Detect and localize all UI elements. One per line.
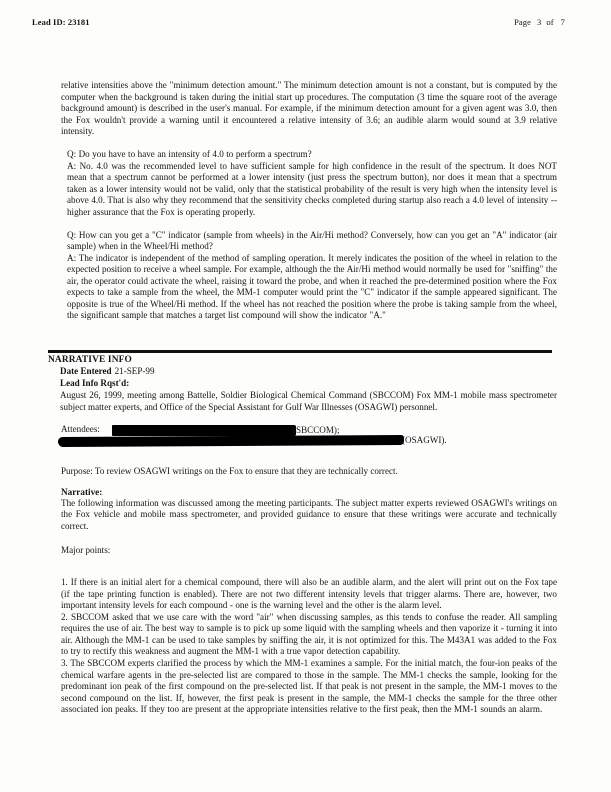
redaction-bar-osagwi (58, 434, 404, 446)
major-point-1: 1. If there is an initial alert for a chemical compound, there will also be an audible alarm, and the alert will print out on the Fox tape (if the tape printing function is enabled). There are not two different intensity levels that trigger alarms. There are, however, two important intensity levels for each compound - one is the warning level and the other is the alarm level. (61, 577, 557, 611)
attendees-label: Attendees: (61, 424, 100, 434)
document-body (61, 80, 557, 322)
narrative-heading: Narrative: (61, 487, 103, 497)
date-entered-label: Date Entered (60, 366, 112, 376)
qa-answer-2: A: The indicator is independent of the method of sampling operation. It merely indicates the position of the wheel in relation to the expected position to receive a wheel sample. For example, although the the Air/Hi method would normally be used for "sniffing" the air, the operator could activate the wheel, raising it toward the probe, and when it reached the pre-determined position where the Fox expects to take a sample from the wheel, the MM-1 computer would print the "C" indicator if the sample appeared significant. The opposite is true of the Wheel/Hi method. If the wheel has not reached the position where the probe is taking sample from the wheel, the significant sample that matches a target list compound will show the indicator "A." (67, 252, 557, 321)
qa-question-2: Q: How can you get a "C" indicator (sample from wheels) in the Air/Hi method? Conversely, how can you get an "A" indicator (air sample) when in the Wheel/Hi method? (67, 229, 557, 252)
attendees-row (61, 424, 561, 458)
narrative-section (61, 487, 557, 716)
page-number-header (514, 17, 565, 27)
narrative-info-title: NARRATIVE INFO (48, 355, 132, 365)
date-entered-value: 21-SEP-99 (114, 366, 155, 376)
page-header (30, 17, 581, 31)
body-paragraph-intensities: relative intensities above the "minimum detection amount." The minimum detection amount is not a constant, but is computed by the computer when the background is taken during the initial start up procedures. The computation (3 time the square root of the average background amount) is described in the user's manual. For example, if the minimum detection amount for a given agent was 3.0, then the Fox wouldn't provide a warning until it encountered a relative intensity of 3.6; an audible alarm would sound at 3.9 relative intensity. (61, 80, 557, 137)
major-points-heading: Major points: (61, 545, 111, 556)
page-total-number: 7 (560, 17, 565, 27)
lead-id-header: Lead ID: 23181 (32, 17, 90, 27)
redaction-bar-sbccom (112, 425, 296, 436)
section-divider-rule (48, 350, 552, 353)
narrative-text: The following information was discussed among the meeting participants. The subject matter experts reviewed OSAGWI's writings on the Fox vehicle and mobile mass spectrometer, and provided guidance to ensure that these writings were accurate and technically correct. (61, 497, 557, 531)
page-current-number: 3 (537, 17, 542, 27)
lead-info-rqstd-text: August 26, 1999, meeting among Battelle, Soldier Biological Chemical Command (SBCCOM) Fox MM-1 mobile mass spectrometer subject matter experts, and Office of the Special Assistant for Gulf War Illnesses (OSAGWI) personnel. (60, 390, 557, 413)
major-point-3: 3. The SBCCOM experts clarified the process by which the MM-1 examines a sample. For the initial match, the four-ion peaks of the chemical warfare agents in the pre-selected list are compared to those in the sample. The MM-1 checks the sample, looking for the predominant ion peak of the first compound on the pre-selected list. If that peak is not present in the sample, the MM-1 moves to the second compound on the list. If, however, the first peak is present in the sample, the MM-1 checks the sample for the three other associated ion peaks. If they too are present at the appropriate intensities relative to the first peak, then the MM-1 sounds an alarm. (61, 657, 557, 715)
narrative-info-section (48, 355, 557, 414)
date-entered-row (48, 366, 557, 378)
affiliation-osagwi: (OSAGWI). (402, 435, 447, 445)
affiliation-sbccom: (SBCCOM); (293, 424, 340, 435)
purpose-statement: Purpose: To review OSAGWI writings on the Fox to ensure that they are technically correct. (61, 466, 398, 476)
qa-answer-1: A: No. 4.0 was the recommended level to have sufficient sample for high confidence in the result of the spectrum. It does NOT mean that a spectrum cannot be performed at a lower intensity (just press the spectrum button), nor does it mean that a spectrum taken as a lower intensity would not be valid, only that the statistical probability of the result is very high when the intensity level is above 4.0. That is also why they recommend that the sensitivity checks completed during startup also reach a 4.0 level of intensity -- higher assurance that the Fox is operating properly. (67, 160, 557, 217)
qa-question-1: Q: Do you have to have an intensity of 4.0 to perform a spectrum? (67, 149, 312, 160)
page-of-label: of (546, 17, 554, 27)
page-word-label: Page (514, 17, 531, 27)
major-point-2: 2. SBCCOM asked that we use care with the word "air" when discussing samples, as this tends to confuse the reader. All sampling requires the use of air. The best way to sample is to pick up some liquid with the sampling wheels and then vaporize it - turning it into air. Although the MM-1 can be used to take samples by sniffing the air, it is not optimized for this. The M43A1 was added to the Fox to try to rectify this weakness and augment the MM-1 with a true vapor detection capability. (61, 611, 557, 657)
lead-info-rqstd-label: Lead Info Rqst'd: (60, 377, 130, 388)
